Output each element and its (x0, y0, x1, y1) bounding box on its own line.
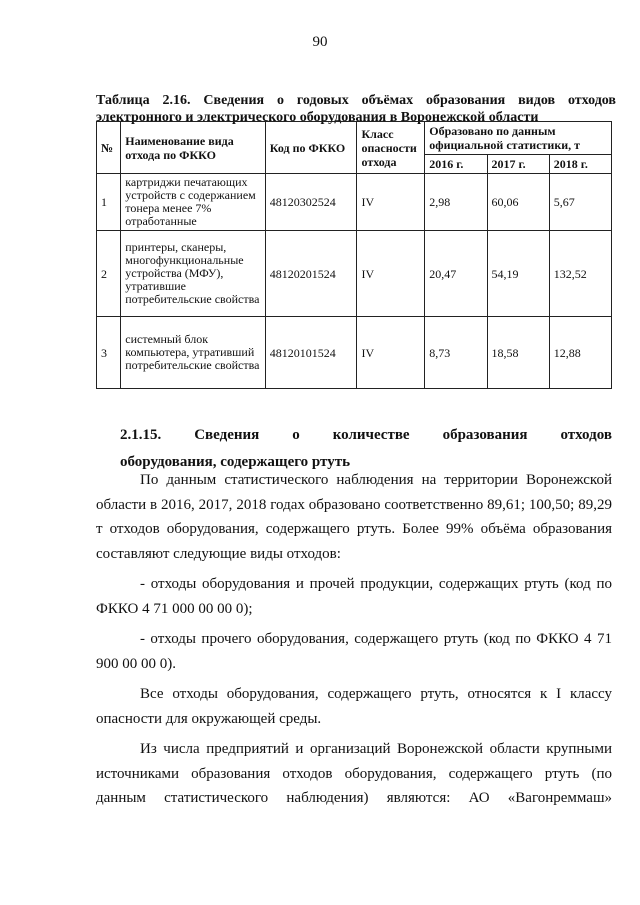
paragraph: - отходы оборудования и прочей продукции, содержащих ртуть (код по ФККО 4 71 000 00 00 0); (96, 576, 612, 617)
header-year-2017: 2017 г. (487, 155, 549, 174)
row-value-2016: 2,98 (425, 174, 487, 231)
waste-volume-table (96, 121, 612, 389)
body-text (96, 468, 612, 811)
header-class: Класс опасности отхода (357, 122, 425, 174)
paragraph: - отходы прочего оборудования, содержащего ртуть (код по ФККО 4 71 900 00 00 0). (96, 631, 612, 672)
table-row (97, 174, 612, 231)
row-name: картриджи печатающих устройств с содержанием тонера менее 7% отработанные (121, 174, 265, 231)
table-row (97, 231, 612, 317)
page-number: 90 (312, 34, 328, 50)
header-num: № (97, 122, 121, 174)
section-number: 2.1.15. (120, 427, 162, 443)
row-value-2018: 12,88 (549, 317, 611, 389)
section-title-word: образования (442, 427, 528, 443)
header-year-2016: 2016 г. (425, 155, 487, 174)
row-value-2016: 20,47 (425, 231, 487, 317)
row-value-2018: 132,52 (549, 231, 611, 317)
section-title-word: Сведения (194, 427, 260, 443)
row-code: 48120201524 (265, 231, 357, 317)
row-value-2017: 54,19 (487, 231, 549, 317)
row-name: принтеры, сканеры, многофункциональные устройства (МФУ), утратившие потребительские свойства (121, 231, 265, 317)
section-heading-line2: оборудования, содержащего ртуть (120, 454, 351, 470)
row-code: 48120101524 (265, 317, 357, 389)
row-num: 3 (97, 317, 121, 389)
header-name: Наименование вида отхода по ФККО (121, 122, 265, 174)
table-caption: Таблица 2.16. Сведения о годовых объёмах образования видов отходов электронного и электрического оборудования в Воронежской области (96, 93, 616, 125)
row-value-2018: 5,67 (549, 174, 611, 231)
paragraph: По данным статистического наблюдения на территории Воронежской области в 2016, 2017, 2018 годах образовано соответственно 89,61; 100,50; 89,29 т отходов оборудования, содержащего ртуть. Более 99% объёма образования составляют следующие виды отходов: (96, 472, 612, 562)
header-code: Код по ФККО (265, 122, 357, 174)
section-heading-line1 (120, 422, 612, 449)
row-value-2017: 18,58 (487, 317, 549, 389)
row-class: IV (357, 174, 425, 231)
section-title-word: о (292, 427, 300, 443)
paragraph: Из числа предприятий и организаций Воронежской области крупными источниками образования отходов оборудования, содержащего ртуть (по данным статистического наблюдения) являются: АО «Вагонреммаш» (96, 741, 612, 806)
row-value-2017: 60,06 (487, 174, 549, 231)
row-class: IV (357, 231, 425, 317)
row-value-2016: 8,73 (425, 317, 487, 389)
row-num: 1 (97, 174, 121, 231)
paragraph: Все отходы оборудования, содержащего ртуть, относятся к I классу опасности для окружающей среды. (96, 686, 612, 727)
row-name: системный блок компьютера, утративший потребительские свойства (121, 317, 265, 389)
header-formed: Образовано по данным официальной статистики, т (425, 122, 612, 155)
header-year-2018: 2018 г. (549, 155, 611, 174)
row-class: IV (357, 317, 425, 389)
row-code: 48120302524 (265, 174, 357, 231)
section-title-word: отходов (560, 427, 612, 443)
section-title-word: количестве (332, 427, 410, 443)
table-row (97, 317, 612, 389)
row-num: 2 (97, 231, 121, 317)
table-header-row (97, 122, 612, 155)
